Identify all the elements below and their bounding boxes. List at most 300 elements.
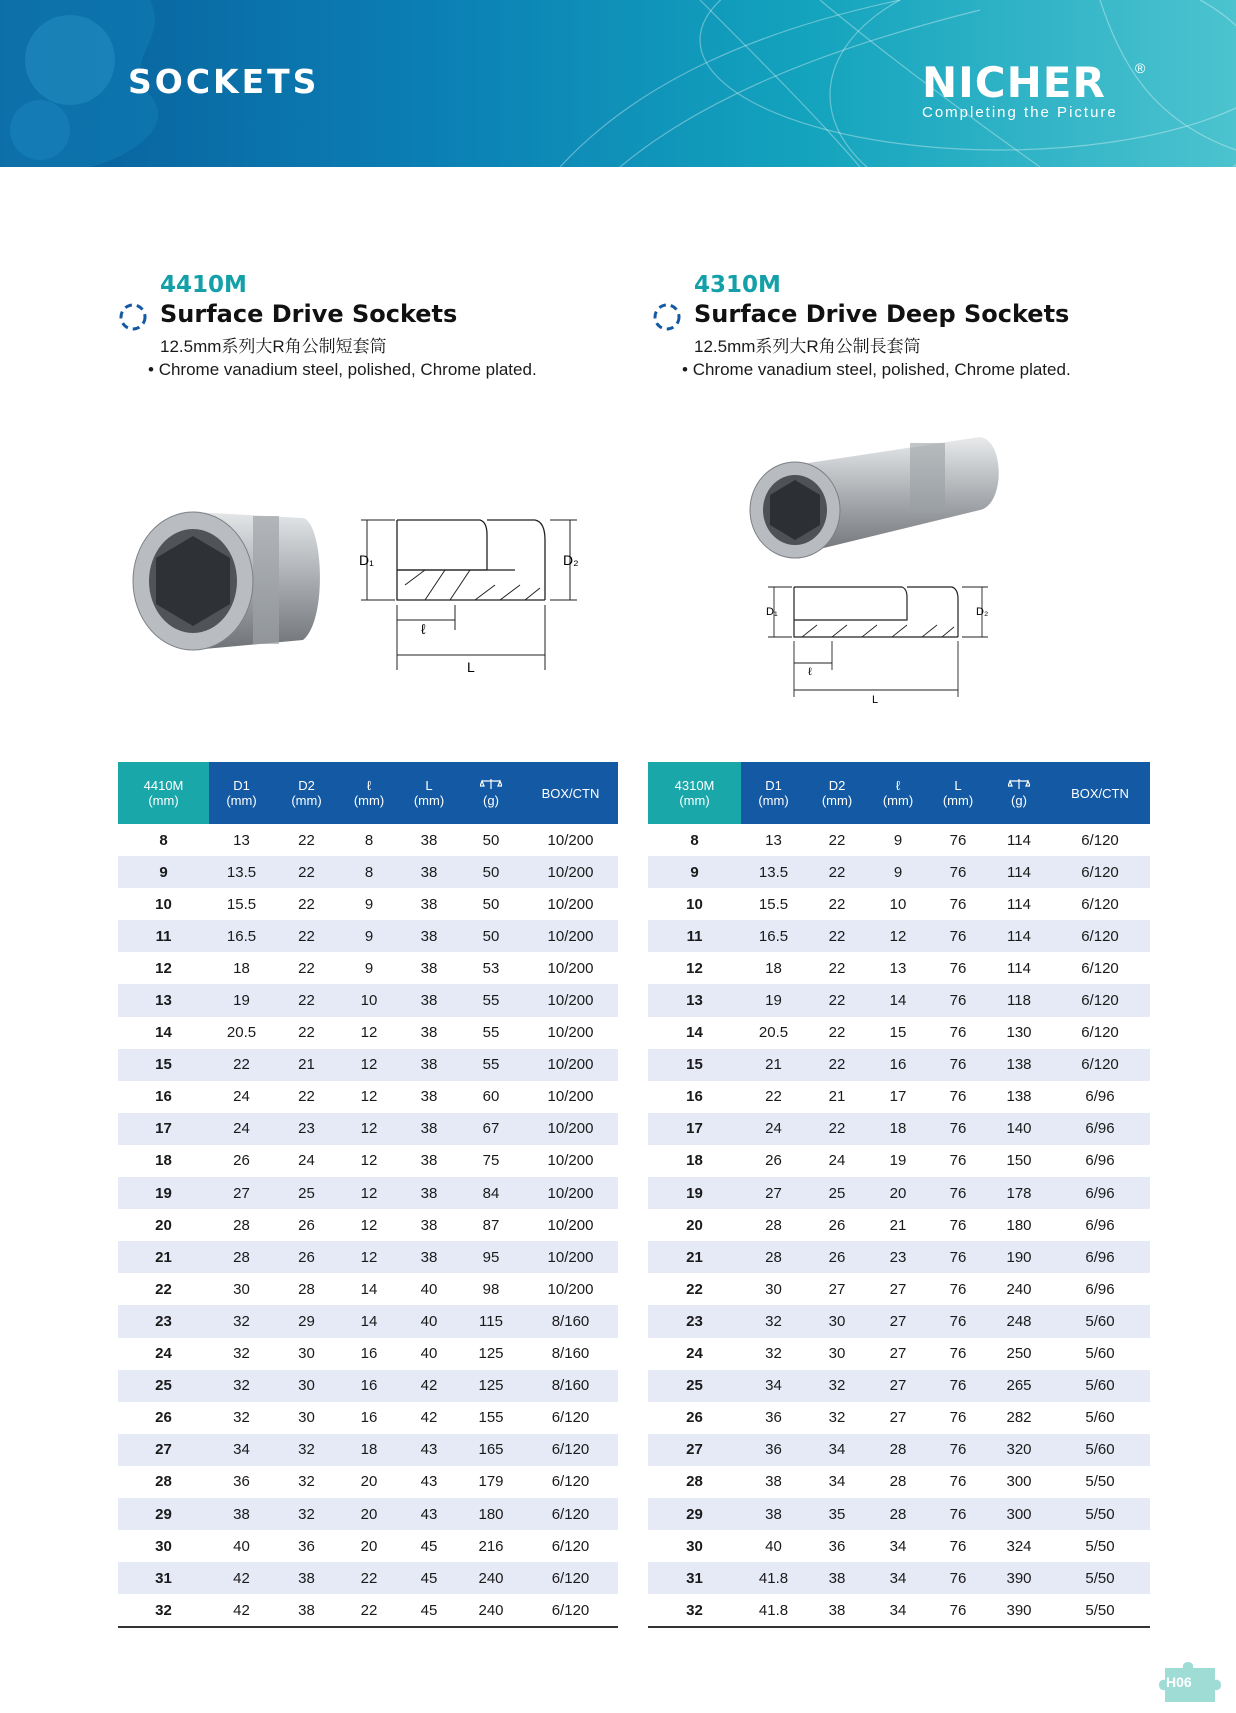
table-row <box>648 1177 1150 1209</box>
column-header-label: BOX/CTN <box>1071 785 1129 801</box>
table-cell: 138 <box>988 1049 1050 1081</box>
table-cell: 10/200 <box>547 959 594 977</box>
size-cell: 15 <box>118 1049 209 1081</box>
table-cell: 6/120 <box>1050 1049 1150 1081</box>
table-cell: 38 <box>420 1152 438 1170</box>
size-cell: 27 <box>648 1434 741 1466</box>
table-cell: 324 <box>1006 1537 1032 1555</box>
table-cell: 24 <box>233 1088 250 1106</box>
table-cell: 6/120 <box>1081 831 1119 849</box>
column-header <box>399 762 459 824</box>
table-cell: 13 <box>233 831 250 849</box>
table-cell: 50 <box>459 856 523 888</box>
dimension-diagram-4310m <box>762 575 1002 705</box>
table-cell: 26 <box>828 1216 846 1234</box>
product-code: 4410M <box>160 272 247 298</box>
table-cell: 84 <box>459 1177 523 1209</box>
table-cell: 32 <box>765 1345 782 1363</box>
table-cell: 98 <box>482 1280 500 1298</box>
table-row <box>648 1017 1150 1049</box>
size-cell: 13 <box>648 984 741 1016</box>
table-cell: 76 <box>928 1562 988 1594</box>
table-cell: 6/120 <box>551 1537 590 1555</box>
column-header <box>459 762 523 824</box>
table-cell: 38 <box>806 1562 868 1594</box>
table-cell: 30 <box>233 1280 250 1298</box>
table-cell: 76 <box>949 1216 967 1234</box>
table-cell: 53 <box>482 959 500 977</box>
table-cell: 26 <box>274 1241 339 1273</box>
size-cell: 11 <box>648 920 741 952</box>
table-cell: 41.8 <box>741 1594 806 1627</box>
table-row <box>118 1113 618 1145</box>
spec-table-4310m <box>648 762 1150 1628</box>
table-cell: 21 <box>741 1049 806 1081</box>
table-cell: 22 <box>209 1049 274 1081</box>
table-cell: 114 <box>988 920 1050 952</box>
table-cell: 45 <box>420 1537 438 1555</box>
table-cell: 28 <box>889 1473 907 1491</box>
table-row <box>118 1145 618 1177</box>
column-header <box>523 762 618 824</box>
table-cell: 20.5 <box>226 1024 257 1042</box>
table-cell: 76 <box>928 1434 988 1466</box>
column-header <box>339 762 399 824</box>
table-cell: 14 <box>360 1280 378 1298</box>
table-cell: 38 <box>420 831 438 849</box>
table-cell: 8 <box>364 831 374 849</box>
table-row <box>118 1209 618 1241</box>
table-cell: 38 <box>765 1473 782 1491</box>
table-cell: 22 <box>828 959 846 977</box>
size-cell: 9 <box>118 856 209 888</box>
table-cell: 114 <box>988 856 1050 888</box>
table-cell: 19 <box>741 984 806 1016</box>
table-cell: 38 <box>420 1088 438 1106</box>
table-cell: 28 <box>868 1498 928 1530</box>
size-cell: 31 <box>648 1562 741 1594</box>
l-small-label: ℓ <box>808 666 812 678</box>
size-cell: 18 <box>155 1152 172 1170</box>
table-row <box>118 1273 618 1305</box>
size-cell: 10 <box>686 895 703 913</box>
table-cell: 22 <box>274 920 339 952</box>
table-cell: 34 <box>868 1562 928 1594</box>
table-row <box>648 1434 1150 1466</box>
table-cell: 9 <box>364 895 374 913</box>
table-cell: 35 <box>806 1498 868 1530</box>
table-row <box>118 1466 618 1498</box>
size-cell: 32 <box>118 1594 209 1627</box>
column-header <box>928 762 988 824</box>
table-cell: 30 <box>298 1345 315 1363</box>
table-cell: 17 <box>889 1088 907 1106</box>
table-header-row <box>648 762 1150 824</box>
table-cell: 76 <box>949 1088 967 1106</box>
table-cell: 28 <box>233 1216 250 1234</box>
table-cell: 12 <box>360 1024 378 1042</box>
table-cell: 6/120 <box>523 1498 618 1530</box>
table-row <box>118 1498 618 1530</box>
table-cell: 30 <box>765 1280 782 1298</box>
table-row <box>118 1370 618 1402</box>
table-cell: 155 <box>478 1409 504 1427</box>
table-cell: 38 <box>399 920 459 952</box>
table-cell: 22 <box>274 856 339 888</box>
table-cell: 38 <box>420 1024 438 1042</box>
size-cell: 13 <box>118 984 209 1016</box>
size-cell: 27 <box>118 1434 209 1466</box>
table-row <box>648 1049 1150 1081</box>
table-cell: 240 <box>1006 1280 1032 1298</box>
table-cell: 22 <box>298 1088 315 1106</box>
table-cell: 28 <box>298 1280 315 1298</box>
table-cell: 12 <box>339 1049 399 1081</box>
table-cell: 30 <box>274 1370 339 1402</box>
size-cell: 26 <box>686 1409 703 1427</box>
table-row <box>648 1402 1150 1434</box>
table-cell: 9 <box>868 856 928 888</box>
table-cell: 36 <box>765 1409 782 1427</box>
page-number: H06 <box>1166 1674 1192 1690</box>
table-row <box>118 888 618 920</box>
table-cell: 125 <box>459 1370 523 1402</box>
table-cell: 6/96 <box>1050 1113 1150 1145</box>
table-cell: 26 <box>765 1152 782 1170</box>
table-cell: 5/60 <box>1050 1434 1150 1466</box>
table-cell: 27 <box>889 1280 907 1298</box>
table-cell: 27 <box>209 1177 274 1209</box>
column-header <box>806 762 868 824</box>
table-cell: 5/60 <box>1085 1345 1115 1363</box>
table-row <box>648 1081 1150 1113</box>
table-cell: 32 <box>274 1498 339 1530</box>
table-cell: 34 <box>889 1537 907 1555</box>
table-row <box>118 1338 618 1370</box>
size-cell: 25 <box>648 1370 741 1402</box>
table-row <box>648 1338 1150 1370</box>
l-big-label: L <box>872 694 879 705</box>
table-cell: 76 <box>949 1345 967 1363</box>
column-header-label: (g) <box>483 793 499 808</box>
column-header-label: L (mm) <box>413 778 445 808</box>
table-cell: 390 <box>988 1562 1050 1594</box>
table-cell: 76 <box>928 1049 988 1081</box>
table-cell: 55 <box>459 1049 523 1081</box>
table-cell: 32 <box>741 1305 806 1337</box>
scale-icon <box>1008 778 1030 790</box>
table-cell: 45 <box>399 1594 459 1627</box>
size-cell: 26 <box>155 1409 172 1427</box>
table-cell: 75 <box>482 1152 500 1170</box>
table-cell: 38 <box>274 1594 339 1627</box>
size-cell: 29 <box>118 1498 209 1530</box>
table-cell: 8/160 <box>551 1345 590 1363</box>
column-header-label: D2 (mm) <box>291 778 322 808</box>
table-cell: 40 <box>420 1280 438 1298</box>
table-row <box>648 1305 1150 1337</box>
table-cell: 300 <box>988 1498 1050 1530</box>
table-cell: 30 <box>828 1345 846 1363</box>
table-cell: 10/200 <box>547 895 594 913</box>
table-cell: 6/120 <box>523 1562 618 1594</box>
table-cell: 6/120 <box>551 1409 590 1427</box>
table-cell: 5/50 <box>1050 1562 1150 1594</box>
table-cell: 21 <box>889 1216 907 1234</box>
table-cell: 30 <box>806 1305 868 1337</box>
table-cell: 248 <box>988 1305 1050 1337</box>
table-cell: 27 <box>741 1177 806 1209</box>
table-cell: 76 <box>928 1113 988 1145</box>
table-cell: 22 <box>298 831 315 849</box>
table-cell: 12 <box>360 1152 378 1170</box>
size-cell: 25 <box>118 1370 209 1402</box>
table-cell: 14 <box>339 1305 399 1337</box>
table-row <box>648 984 1150 1016</box>
table-cell: 9 <box>893 831 903 849</box>
table-cell: 76 <box>949 1280 967 1298</box>
table-cell: 25 <box>806 1177 868 1209</box>
table-cell: 12 <box>339 1113 399 1145</box>
size-cell: 28 <box>155 1473 172 1491</box>
surface-drive-icon <box>118 302 148 332</box>
table-cell: 22 <box>339 1562 399 1594</box>
size-cell: 28 <box>686 1473 703 1491</box>
size-cell: 21 <box>118 1241 209 1273</box>
size-cell: 30 <box>686 1537 703 1555</box>
table-cell: 22 <box>828 831 846 849</box>
table-cell: 76 <box>928 1370 988 1402</box>
table-cell: 22 <box>828 895 846 913</box>
table-cell: 15.5 <box>758 895 789 913</box>
size-cell: 8 <box>690 831 699 849</box>
table-cell: 38 <box>274 1562 339 1594</box>
table-cell: 180 <box>1006 1216 1032 1234</box>
table-cell: 6/96 <box>1085 1088 1115 1106</box>
table-cell: 38 <box>420 895 438 913</box>
table-row <box>648 1530 1150 1562</box>
table-row <box>648 1145 1150 1177</box>
table-cell: 300 <box>1006 1473 1032 1491</box>
table-cell: 16 <box>868 1049 928 1081</box>
size-cell: 29 <box>648 1498 741 1530</box>
size-cell: 20 <box>686 1216 703 1234</box>
table-cell: 6/120 <box>1050 856 1150 888</box>
table-cell: 18 <box>765 959 782 977</box>
table-cell: 76 <box>949 1152 967 1170</box>
table-cell: 6/120 <box>1081 895 1119 913</box>
table-cell: 22 <box>298 1024 315 1042</box>
dimension-diagram-4410m <box>355 510 585 685</box>
table-row <box>118 920 618 952</box>
table-cell: 38 <box>399 1113 459 1145</box>
table-cell: 27 <box>868 1370 928 1402</box>
table-cell: 8/160 <box>523 1370 618 1402</box>
size-cell: 14 <box>155 1024 172 1042</box>
table-cell: 5/50 <box>1050 1594 1150 1627</box>
table-cell: 10/200 <box>523 1241 618 1273</box>
table-cell: 5/60 <box>1050 1370 1150 1402</box>
table-cell: 43 <box>399 1498 459 1530</box>
table-row <box>118 1594 618 1627</box>
table-cell: 76 <box>949 1473 967 1491</box>
table-cell: 24 <box>298 1152 315 1170</box>
table-cell: 19 <box>209 984 274 1016</box>
table-row <box>648 1498 1150 1530</box>
table-cell: 12 <box>339 1241 399 1273</box>
table-cell: 125 <box>478 1345 504 1363</box>
table-cell: 36 <box>298 1537 315 1555</box>
table-cell: 180 <box>459 1498 523 1530</box>
table-cell: 38 <box>420 959 438 977</box>
table-cell: 178 <box>988 1177 1050 1209</box>
socket-image-4310m <box>740 425 1010 565</box>
table-cell: 26 <box>233 1152 250 1170</box>
l-big-label: L <box>467 659 475 675</box>
table-cell: 115 <box>459 1305 523 1337</box>
column-header <box>209 762 274 824</box>
table-cell: 12 <box>868 920 928 952</box>
table-row <box>118 856 618 888</box>
table-cell: 41.8 <box>741 1562 806 1594</box>
table-cell: 5/50 <box>1050 1498 1150 1530</box>
table-cell: 24 <box>209 1113 274 1145</box>
table-cell: 16 <box>360 1409 378 1427</box>
table-cell: 32 <box>233 1345 250 1363</box>
table-cell: 76 <box>949 895 967 913</box>
table-cell: 22 <box>828 1024 846 1042</box>
page-number-badge <box>1155 1658 1227 1711</box>
table-cell: 5/50 <box>1085 1537 1115 1555</box>
column-header-label: 4310M (mm) <box>674 778 715 808</box>
table-cell: 216 <box>478 1537 504 1555</box>
table-row <box>648 1466 1150 1498</box>
table-cell: 5/60 <box>1085 1409 1115 1427</box>
table-cell: 27 <box>889 1409 907 1427</box>
table-cell: 76 <box>928 856 988 888</box>
size-cell: 22 <box>155 1280 172 1298</box>
table-cell: 14 <box>868 984 928 1016</box>
table-cell: 20 <box>360 1537 378 1555</box>
table-cell: 36 <box>741 1434 806 1466</box>
table-cell: 114 <box>1007 959 1031 977</box>
table-cell: 38 <box>806 1594 868 1627</box>
table-cell: 10/200 <box>547 831 594 849</box>
product-info-4310m <box>682 272 1071 380</box>
table-cell: 10/200 <box>523 920 618 952</box>
column-header <box>274 762 339 824</box>
table-cell: 10/200 <box>547 1280 594 1298</box>
table-cell: 43 <box>420 1473 438 1491</box>
table-row <box>118 1177 618 1209</box>
size-cell: 23 <box>118 1305 209 1337</box>
table-cell: 45 <box>399 1562 459 1594</box>
table-cell: 42 <box>420 1409 438 1427</box>
size-cell: 32 <box>648 1594 741 1627</box>
table-cell: 24 <box>828 1152 846 1170</box>
table-cell: 16.5 <box>209 920 274 952</box>
table-cell: 38 <box>399 856 459 888</box>
table-cell: 6/120 <box>1081 1024 1119 1042</box>
size-cell: 10 <box>155 895 172 913</box>
table-cell: 36 <box>233 1473 250 1491</box>
table-cell: 13.5 <box>741 856 806 888</box>
table-cell: 34 <box>868 1594 928 1627</box>
table-row <box>648 1209 1150 1241</box>
table-cell: 114 <box>1007 895 1031 913</box>
table-cell: 43 <box>399 1434 459 1466</box>
table-cell: 26 <box>806 1241 868 1273</box>
table-cell: 19 <box>889 1152 907 1170</box>
table-cell: 13 <box>889 959 907 977</box>
size-cell: 21 <box>648 1241 741 1273</box>
size-cell: 20 <box>155 1216 172 1234</box>
section-title: SOCKETS <box>128 62 320 101</box>
table-cell: 6/96 <box>1085 1280 1115 1298</box>
table-cell: 5/60 <box>1050 1305 1150 1337</box>
table-cell: 36 <box>828 1537 846 1555</box>
column-header-label: (g) <box>1011 793 1027 808</box>
column-header <box>1050 762 1150 824</box>
table-cell: 38 <box>741 1498 806 1530</box>
size-cell: 18 <box>686 1152 703 1170</box>
table-cell: 22 <box>298 895 315 913</box>
table-cell: 76 <box>949 1024 967 1042</box>
table-row <box>118 824 618 856</box>
table-cell: 22 <box>806 1113 868 1145</box>
table-cell: 10/200 <box>523 1113 618 1145</box>
size-cell: 30 <box>155 1537 172 1555</box>
d2-label: D₂ <box>976 606 989 618</box>
table-cell: 10/200 <box>547 1152 594 1170</box>
table-cell: 16 <box>360 1345 378 1363</box>
size-cell: 16 <box>155 1088 172 1106</box>
table-cell: 38 <box>399 1177 459 1209</box>
table-cell: 23 <box>868 1241 928 1273</box>
table-cell: 12 <box>360 1088 378 1106</box>
table-cell: 38 <box>420 1216 438 1234</box>
column-header-size <box>648 762 741 824</box>
table-row <box>118 984 618 1016</box>
size-cell: 17 <box>118 1113 209 1145</box>
table-cell: 38 <box>399 1241 459 1273</box>
table-cell: 12 <box>339 1177 399 1209</box>
table-cell: 190 <box>988 1241 1050 1273</box>
table-cell: 10/200 <box>547 1088 594 1106</box>
table-cell: 16.5 <box>741 920 806 952</box>
table-cell: 67 <box>459 1113 523 1145</box>
size-cell: 12 <box>686 959 703 977</box>
table-row <box>648 824 1150 856</box>
column-header-label: 4410M (mm) <box>143 778 184 808</box>
table-cell: 390 <box>988 1594 1050 1627</box>
table-cell: 179 <box>478 1473 504 1491</box>
table-cell: 21 <box>274 1049 339 1081</box>
column-header-label: D2 (mm) <box>821 778 853 808</box>
product-description: • Chrome vanadium steel, polished, Chrome plated. <box>682 360 1071 379</box>
table-cell: 42 <box>399 1370 459 1402</box>
table-cell: 10/200 <box>523 1049 618 1081</box>
column-header <box>988 762 1050 824</box>
table-row <box>118 1402 618 1434</box>
d1-label: D₁ <box>766 606 778 618</box>
product-chinese-name: 12.5mm系列大R角公制長套筒 <box>694 337 921 356</box>
table-cell: 34 <box>828 1473 846 1491</box>
size-cell: 14 <box>686 1024 703 1042</box>
table-cell: 6/96 <box>1085 1152 1115 1170</box>
table-cell: 22 <box>339 1594 399 1627</box>
table-cell: 13.5 <box>209 856 274 888</box>
